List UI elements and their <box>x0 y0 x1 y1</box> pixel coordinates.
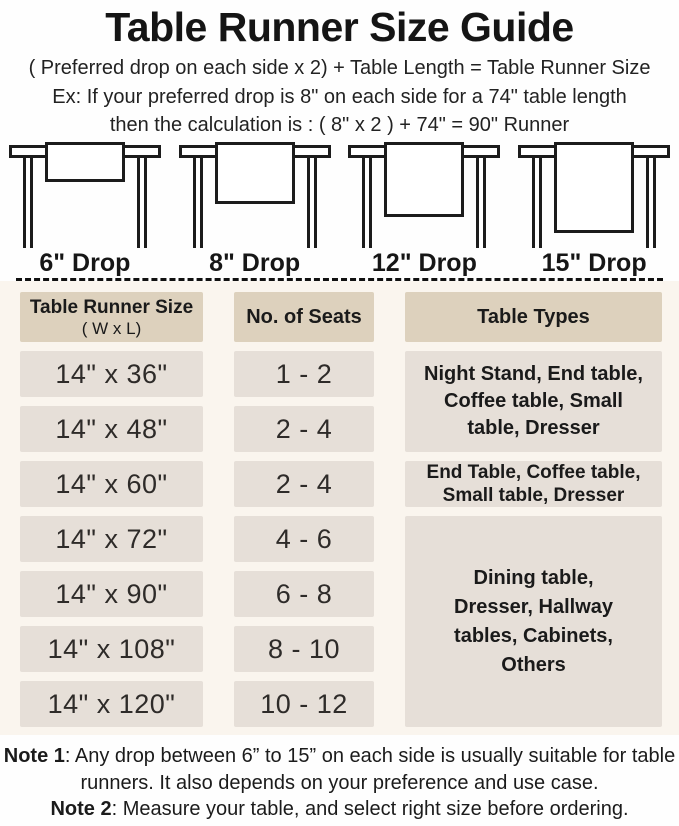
drop-label-8: 8" Drop <box>209 248 301 277</box>
page-title: Table Runner Size Guide <box>105 4 574 50</box>
runner-rect <box>384 142 464 217</box>
notes-section <box>0 743 679 823</box>
note-2-text: : Measure your table, and select right size before ordering. <box>111 798 629 820</box>
table-graphic <box>348 142 500 248</box>
size-cell-3: 14" x 60" <box>20 461 203 507</box>
runner-rect <box>45 142 125 182</box>
note-1-label: Note 1 <box>3 745 65 767</box>
size-cell-4: 14" x 72" <box>20 516 203 562</box>
drop-label-12: 12" Drop <box>371 248 477 277</box>
drop-labels-row <box>0 248 679 278</box>
formula-line: ( Preferred drop on each side x 2) + Table Length = Table Runner Size <box>28 57 651 79</box>
table-leg-left <box>193 156 203 248</box>
header-section <box>0 0 679 138</box>
runner-rect <box>215 142 295 204</box>
types-group-2: End Table, Coffee table, Small table, Dresser <box>405 461 662 507</box>
size-guide-table <box>20 292 662 727</box>
table-illustration-15-drop <box>509 142 679 248</box>
header-cell-size <box>20 292 203 342</box>
example-line-1: Ex: If your preferred drop is 8" on each side for a 74" table length <box>52 86 627 108</box>
seats-cell-5: 6 - 8 <box>234 571 374 617</box>
size-cell-1: 14" x 36" <box>20 351 203 397</box>
seats-cell-4: 4 - 6 <box>234 516 374 562</box>
seats-cell-3: 2 - 4 <box>234 461 374 507</box>
drop-label-6: 6" Drop <box>39 248 131 277</box>
table-illustration-8-drop <box>170 142 340 248</box>
header-seats-label: No. of Seats <box>246 305 362 328</box>
table-graphic <box>9 142 161 248</box>
table-leg-right <box>476 156 486 248</box>
size-guide-panel <box>0 281 679 735</box>
types-group-1: Night Stand, End table, Coffee table, Small table, Dresser <box>405 351 662 452</box>
table-leg-left <box>532 156 542 248</box>
illustrations-row <box>0 142 679 248</box>
seats-cell-1: 1 - 2 <box>234 351 374 397</box>
seats-cell-7: 10 - 12 <box>234 681 374 727</box>
size-cell-5: 14" x 90" <box>20 571 203 617</box>
header-types-label: Table Types <box>477 305 590 328</box>
types-group-3: Dining table, Dresser, Hallway tables, Cabinets, Others <box>405 516 662 727</box>
table-graphic <box>518 142 670 248</box>
example-line-2: then the calculation is : ( 8" x 2 ) + 74" = 90" Runner <box>109 114 570 136</box>
size-cell-7: 14" x 120" <box>20 681 203 727</box>
seats-cell-2: 2 - 4 <box>234 406 374 452</box>
drop-label-15: 15" Drop <box>541 248 647 277</box>
header-cell-types <box>405 292 662 342</box>
note-1-text: : Any drop between 6” to 15” on each side is usually suitable for table runners. It also depends on your preference and use case. <box>64 745 676 794</box>
header-size-subtitle: ( W x L) <box>81 318 142 338</box>
table-leg-right <box>646 156 656 248</box>
header-size-title: Table Runner Size <box>29 296 194 318</box>
note-2-label: Note 2 <box>50 798 112 820</box>
table-leg-left <box>362 156 372 248</box>
header-cell-seats <box>234 292 374 342</box>
table-graphic <box>179 142 331 248</box>
runner-rect <box>554 142 634 233</box>
note-1 <box>0 743 679 796</box>
size-cell-6: 14" x 108" <box>20 626 203 672</box>
table-illustration-12-drop <box>340 142 510 248</box>
note-2 <box>0 796 679 823</box>
table-leg-right <box>307 156 317 248</box>
size-cell-2: 14" x 48" <box>20 406 203 452</box>
table-leg-right <box>137 156 147 248</box>
table-illustration-6-drop <box>0 142 170 248</box>
seats-cell-6: 8 - 10 <box>234 626 374 672</box>
table-leg-left <box>23 156 33 248</box>
